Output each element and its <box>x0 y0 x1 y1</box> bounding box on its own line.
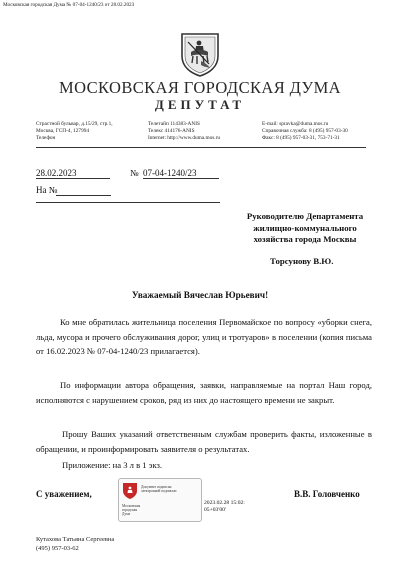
stamp-org-line: Дума <box>122 512 131 517</box>
body-paragraph: Ко мне обратилась жительница поселения Первомайское по вопросу «уборки снега, льда, мусора и прочего обслуживания дорог, улиц и тротуаров» в поселении (копия письма от 16.02.2023 № 07-04-1240/23 прилагается). <box>36 317 372 356</box>
address-block <box>36 121 113 142</box>
stamp-title <box>141 485 176 493</box>
addressee-name: Торсунову В.Ю. <box>270 256 334 266</box>
address-line: Страстной бульвар, д.15/29, стр.1, <box>36 121 113 127</box>
contact-name: Кутахова Татьяна Сергеевна <box>36 536 115 543</box>
letter-number-label: № <box>130 168 139 178</box>
telex-line: Телекс 414176-ANIS <box>148 128 195 134</box>
letter-date: 28.02.2023 <box>36 168 110 179</box>
address-line: Москва, ГСП-4, 127994 <box>36 128 90 134</box>
stamp-org-line: Московская <box>122 504 141 508</box>
contact-phone: (495) 957-03-62 <box>36 545 79 552</box>
body-paragraph: Прошу Ваших указаний ответственным службам проверить факты, изложенные в обращении, и проинформировать заявителя о результатах. <box>36 429 372 454</box>
reg-underline <box>36 202 220 203</box>
addressee-line: хозяйства города Москвы <box>253 234 357 244</box>
fax-line: Факс: 8 (495) 957-03-31, 753-71-31 <box>262 135 340 141</box>
info-service-line: Справочная служба: 8 (495) 957-03-30 <box>262 128 348 134</box>
signer-name: В.В. Головченко <box>294 489 360 499</box>
address-line: Телефон <box>36 135 56 141</box>
coat-of-arms-icon <box>122 482 138 500</box>
document-registration-header: Московская городская Дума № 07-04-1240/23 от 28.02.2023 <box>3 2 135 8</box>
addressee-block <box>238 211 372 246</box>
stamp-title-line: электронной подписью <box>141 489 177 494</box>
addressee-line: Руководителю Департамента <box>246 211 364 221</box>
position-title: ДЕПУТАТ <box>154 97 246 112</box>
salutation: Уважаемый Вячеслав Юрьевич! <box>131 290 269 300</box>
addressee-line: жилищно-коммунального <box>253 222 357 233</box>
stamp-org <box>122 504 140 517</box>
letterhead-divider <box>36 147 366 148</box>
stamp-title-line: Документ подписан <box>141 485 172 489</box>
stamp-org-line: городская <box>122 508 138 513</box>
signature-date: 2023.02.28 15:02: <box>204 500 245 506</box>
reply-to-label: На № <box>36 185 58 195</box>
signature-timezone: 05+03'00' <box>204 507 226 513</box>
letter-number: 07-04-1240/23 <box>143 168 219 179</box>
moscow-coat-of-arms-icon <box>177 31 223 77</box>
internet-line: Internet: http://www.duma.mos.ru <box>148 135 221 141</box>
closing-regards: С уважением, <box>36 489 92 499</box>
reply-to-field <box>56 185 111 196</box>
teletype-line: Телетайп 114383-ANIS <box>148 121 200 127</box>
contacts-block <box>262 121 348 142</box>
teletype-block <box>148 121 220 142</box>
body-paragraph: По информации автора обращения, заявки, направляемые на портал Наш город, исполняются с нарушением сроков, ряд из них до настоящего времени не закрыт. <box>36 380 372 405</box>
electronic-signature-stamp <box>118 478 202 522</box>
organization-name: МОСКОВСКАЯ ГОРОДСКАЯ ДУМА <box>59 78 341 97</box>
email-line: E-mail: spravka@duma.mos.ru <box>262 121 329 127</box>
attachment-note: Приложение: на 3 л в 1 экз. <box>62 460 163 470</box>
signature-timestamp <box>204 500 245 514</box>
